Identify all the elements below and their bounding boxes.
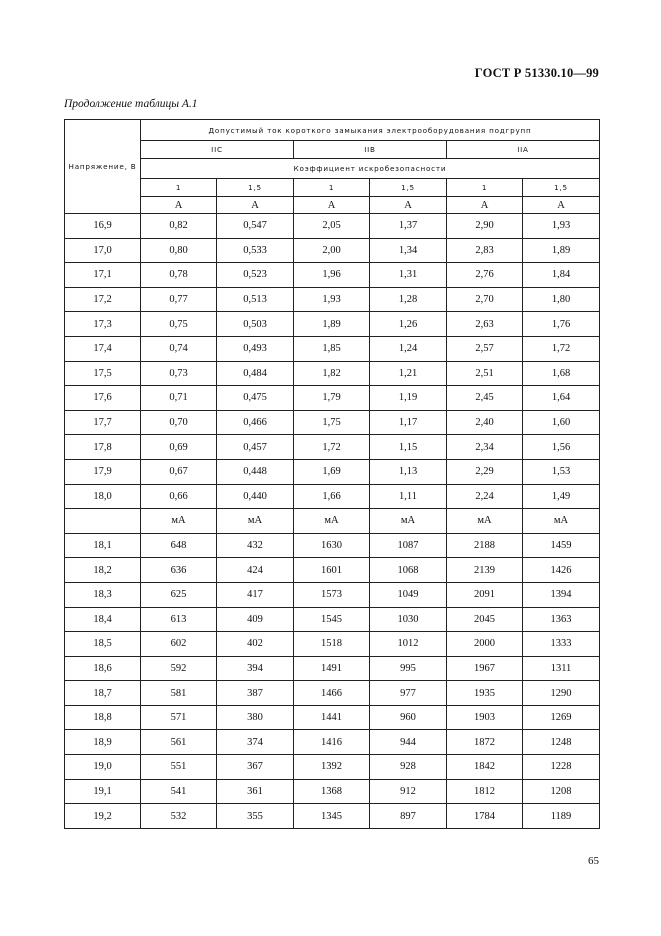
current-cell: 2,83 [447, 238, 523, 263]
current-cell: 1,84 [523, 263, 600, 288]
unit-cell: А [370, 197, 447, 214]
current-cell: 581 [141, 681, 217, 706]
current-cell: 1269 [523, 705, 600, 730]
current-cell: 0,440 [217, 484, 294, 509]
voltage-cell: 19,1 [65, 779, 141, 804]
coefficient-cell: 1 [447, 179, 523, 197]
current-cell: 1068 [370, 558, 447, 583]
voltage-cell: 18,5 [65, 632, 141, 657]
table-row [65, 558, 600, 583]
current-cell: 551 [141, 755, 217, 780]
voltage-cell: 17,8 [65, 435, 141, 460]
unit-cell: мА [294, 509, 370, 534]
voltage-cell: 18,9 [65, 730, 141, 755]
table-caption: Продолжение таблицы А.1 [64, 98, 198, 110]
current-cell: 1,60 [523, 410, 600, 435]
current-cell: 1,19 [370, 386, 447, 411]
current-cell: 2,05 [294, 214, 370, 239]
current-cell: 1967 [447, 656, 523, 681]
current-cell: 409 [217, 607, 294, 632]
current-cell: 1491 [294, 656, 370, 681]
current-cell: 1,53 [523, 459, 600, 484]
current-cell: 1426 [523, 558, 600, 583]
current-cell: 1,26 [370, 312, 447, 337]
current-cell: 532 [141, 804, 217, 829]
table-row [65, 287, 600, 312]
current-cell: 613 [141, 607, 217, 632]
current-cell: 0,66 [141, 484, 217, 509]
unit-cell: мА [141, 509, 217, 534]
current-cell: 1,49 [523, 484, 600, 509]
coefficient-header: Коэффициент искробезопасности [141, 159, 600, 179]
unit-cell: А [217, 197, 294, 214]
current-cell: 0,475 [217, 386, 294, 411]
unit-cell: мА [523, 509, 600, 534]
current-cell: 0,484 [217, 361, 294, 386]
current-cell: 1459 [523, 533, 600, 558]
current-cell: 0,448 [217, 459, 294, 484]
current-cell: 1394 [523, 582, 600, 607]
voltage-cell: 17,6 [65, 386, 141, 411]
unit-row-milliamperes [65, 509, 600, 534]
current-cell: 1,89 [294, 312, 370, 337]
current-cell: 625 [141, 582, 217, 607]
current-cell: 1,69 [294, 459, 370, 484]
current-cell: 394 [217, 656, 294, 681]
table-row [65, 632, 600, 657]
current-cell: 1872 [447, 730, 523, 755]
current-cell: 1935 [447, 681, 523, 706]
coefficient-row [65, 179, 600, 197]
table-row [65, 336, 600, 361]
current-cell: 0,74 [141, 336, 217, 361]
current-cell: 1573 [294, 582, 370, 607]
table-row [65, 656, 600, 681]
current-cell: 1,82 [294, 361, 370, 386]
current-cell: 0,523 [217, 263, 294, 288]
current-cell: 1601 [294, 558, 370, 583]
current-cell: 2,34 [447, 435, 523, 460]
coefficient-cell: 1,5 [370, 179, 447, 197]
voltage-header: Напряжение, В [65, 120, 141, 214]
table-row [65, 681, 600, 706]
current-cell: 1392 [294, 755, 370, 780]
current-cell: 2,70 [447, 287, 523, 312]
main-header: Допустимый ток короткого замыкания электрооборудования подгрупп [141, 120, 600, 141]
current-cell: 636 [141, 558, 217, 583]
current-cell: 602 [141, 632, 217, 657]
voltage-cell: 17,5 [65, 361, 141, 386]
current-cell: 1,11 [370, 484, 447, 509]
table-row [65, 435, 600, 460]
current-cell: 1012 [370, 632, 447, 657]
current-cell: 2188 [447, 533, 523, 558]
current-cell: 1345 [294, 804, 370, 829]
voltage-cell: 17,4 [65, 336, 141, 361]
unit-cell: А [523, 197, 600, 214]
table-row [65, 582, 600, 607]
current-cell: 2,63 [447, 312, 523, 337]
table-row [65, 386, 600, 411]
unit-row-amperes [65, 197, 600, 214]
current-cell: 0,69 [141, 435, 217, 460]
table-row [65, 361, 600, 386]
current-cell: 0,82 [141, 214, 217, 239]
current-cell: 2,40 [447, 410, 523, 435]
current-cell: 2,00 [294, 238, 370, 263]
table-row [65, 730, 600, 755]
current-cell: 0,73 [141, 361, 217, 386]
current-cell: 402 [217, 632, 294, 657]
current-cell: 592 [141, 656, 217, 681]
current-cell: 1,93 [294, 287, 370, 312]
current-cell: 541 [141, 779, 217, 804]
current-cell: 1049 [370, 582, 447, 607]
voltage-cell: 17,1 [65, 263, 141, 288]
table-row [65, 705, 600, 730]
voltage-cell: 18,6 [65, 656, 141, 681]
table-row [65, 459, 600, 484]
current-cell: 571 [141, 705, 217, 730]
coefficient-cell: 1,5 [523, 179, 600, 197]
current-cell: 1,80 [523, 287, 600, 312]
table-row [65, 755, 600, 780]
current-cell: 1784 [447, 804, 523, 829]
current-cell: 0,71 [141, 386, 217, 411]
current-cell: 2091 [447, 582, 523, 607]
unit-cell: мА [370, 509, 447, 534]
current-cell: 1,72 [294, 435, 370, 460]
current-cell: 977 [370, 681, 447, 706]
voltage-cell: 18,7 [65, 681, 141, 706]
current-cell: 912 [370, 779, 447, 804]
table-row [65, 779, 600, 804]
current-cell: 0,67 [141, 459, 217, 484]
page-number: 65 [588, 855, 599, 867]
current-cell: 0,457 [217, 435, 294, 460]
unit-cell: мА [217, 509, 294, 534]
current-cell: 1030 [370, 607, 447, 632]
voltage-cell: 16,9 [65, 214, 141, 239]
current-cell: 1518 [294, 632, 370, 657]
current-cell: 0,466 [217, 410, 294, 435]
current-cell: 424 [217, 558, 294, 583]
current-cell: 2,24 [447, 484, 523, 509]
voltage-cell: 17,0 [65, 238, 141, 263]
current-cell: 0,75 [141, 312, 217, 337]
table-row [65, 533, 600, 558]
voltage-cell: 17,9 [65, 459, 141, 484]
current-cell: 1,21 [370, 361, 447, 386]
current-cell: 0,503 [217, 312, 294, 337]
current-cell: 1208 [523, 779, 600, 804]
current-cell: 1416 [294, 730, 370, 755]
table-row [65, 238, 600, 263]
current-cell: 1812 [447, 779, 523, 804]
current-cell: 1,93 [523, 214, 600, 239]
current-cell: 0,77 [141, 287, 217, 312]
current-cell: 561 [141, 730, 217, 755]
voltage-cell: 17,2 [65, 287, 141, 312]
current-cell: 1333 [523, 632, 600, 657]
voltage-cell: 19,0 [65, 755, 141, 780]
unit-cell: А [141, 197, 217, 214]
voltage-cell: 17,3 [65, 312, 141, 337]
current-cell: 2045 [447, 607, 523, 632]
current-cell: 2,90 [447, 214, 523, 239]
unit-cell: А [447, 197, 523, 214]
coefficient-cell: 1 [294, 179, 370, 197]
current-cell: 380 [217, 705, 294, 730]
current-cell: 2,45 [447, 386, 523, 411]
voltage-cell: 17,7 [65, 410, 141, 435]
current-cell: 1290 [523, 681, 600, 706]
current-cell: 2139 [447, 558, 523, 583]
current-cell: 1,64 [523, 386, 600, 411]
current-cell: 1842 [447, 755, 523, 780]
coefficient-cell: 1,5 [217, 179, 294, 197]
current-cell: 1,96 [294, 263, 370, 288]
unit-cell: мА [447, 509, 523, 534]
current-cell: 960 [370, 705, 447, 730]
current-cell: 0,80 [141, 238, 217, 263]
current-cell: 1,56 [523, 435, 600, 460]
current-cell: 361 [217, 779, 294, 804]
current-cell: 2000 [447, 632, 523, 657]
current-cell: 0,547 [217, 214, 294, 239]
group-header-iib: IIB [294, 141, 447, 159]
voltage-cell: 18,0 [65, 484, 141, 509]
current-cell: 1189 [523, 804, 600, 829]
current-cell: 2,29 [447, 459, 523, 484]
voltage-cell: 18,8 [65, 705, 141, 730]
current-cell: 1,24 [370, 336, 447, 361]
current-cell: 0,70 [141, 410, 217, 435]
current-cell: 648 [141, 533, 217, 558]
current-cell: 1,37 [370, 214, 447, 239]
current-cell: 0,513 [217, 287, 294, 312]
voltage-cell [65, 509, 141, 534]
unit-cell: А [294, 197, 370, 214]
current-cell: 0,533 [217, 238, 294, 263]
current-cell: 2,76 [447, 263, 523, 288]
current-cell: 1,34 [370, 238, 447, 263]
current-cell: 1,72 [523, 336, 600, 361]
current-cell: 1630 [294, 533, 370, 558]
current-cell: 1,66 [294, 484, 370, 509]
current-cell: 387 [217, 681, 294, 706]
current-cell: 1545 [294, 607, 370, 632]
current-cell: 367 [217, 755, 294, 780]
group-header-iia: IIA [447, 141, 600, 159]
table-row [65, 484, 600, 509]
table-row [65, 607, 600, 632]
current-cell: 1,68 [523, 361, 600, 386]
group-header-iic: IIC [141, 141, 294, 159]
current-cell: 944 [370, 730, 447, 755]
short-circuit-current-table [64, 119, 600, 829]
current-cell: 1,75 [294, 410, 370, 435]
current-cell: 1,13 [370, 459, 447, 484]
current-cell: 897 [370, 804, 447, 829]
current-cell: 1,85 [294, 336, 370, 361]
current-cell: 374 [217, 730, 294, 755]
current-cell: 1368 [294, 779, 370, 804]
voltage-cell: 18,2 [65, 558, 141, 583]
current-cell: 2,51 [447, 361, 523, 386]
voltage-cell: 18,4 [65, 607, 141, 632]
table-row [65, 214, 600, 239]
current-cell: 1363 [523, 607, 600, 632]
current-cell: 1311 [523, 656, 600, 681]
current-cell: 1,79 [294, 386, 370, 411]
current-cell: 1,28 [370, 287, 447, 312]
current-cell: 1,17 [370, 410, 447, 435]
current-cell: 432 [217, 533, 294, 558]
current-cell: 1248 [523, 730, 600, 755]
current-cell: 2,57 [447, 336, 523, 361]
current-cell: 355 [217, 804, 294, 829]
table-row [65, 804, 600, 829]
current-cell: 1,89 [523, 238, 600, 263]
current-cell: 1466 [294, 681, 370, 706]
table-row [65, 410, 600, 435]
current-cell: 995 [370, 656, 447, 681]
voltage-cell: 18,1 [65, 533, 141, 558]
current-cell: 1903 [447, 705, 523, 730]
current-cell: 1441 [294, 705, 370, 730]
voltage-cell: 19,2 [65, 804, 141, 829]
coefficient-cell: 1 [141, 179, 217, 197]
current-cell: 1087 [370, 533, 447, 558]
current-cell: 928 [370, 755, 447, 780]
current-cell: 0,493 [217, 336, 294, 361]
current-cell: 417 [217, 582, 294, 607]
voltage-cell: 18,3 [65, 582, 141, 607]
current-cell: 0,78 [141, 263, 217, 288]
table-row [65, 263, 600, 288]
current-cell: 1,15 [370, 435, 447, 460]
standard-code: ГОСТ Р 51330.10—99 [474, 66, 599, 80]
current-cell: 1,31 [370, 263, 447, 288]
current-cell: 1,76 [523, 312, 600, 337]
current-cell: 1228 [523, 755, 600, 780]
table-row [65, 312, 600, 337]
